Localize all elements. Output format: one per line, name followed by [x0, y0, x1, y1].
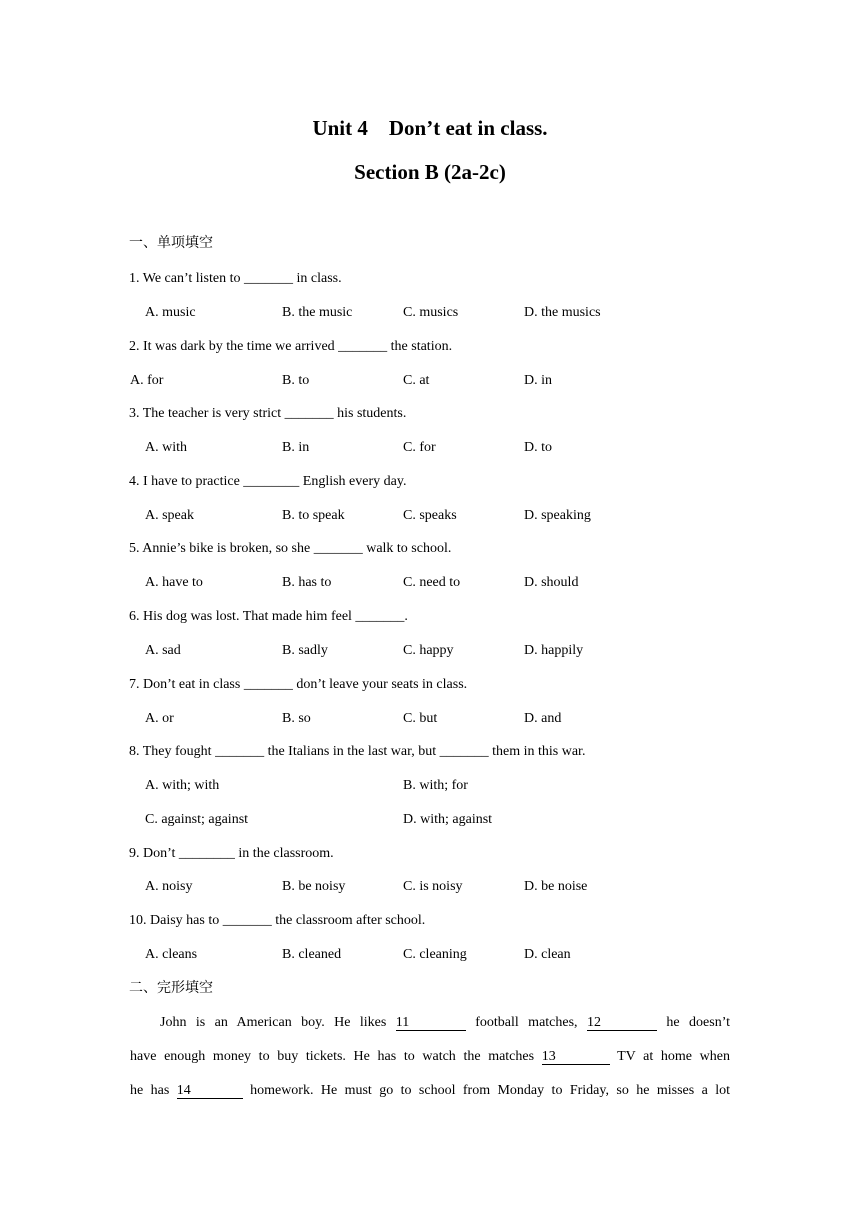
option-c: C. happy — [403, 643, 454, 658]
option-c: C. musics — [403, 305, 459, 320]
part1-heading: 一、单项填空 — [129, 236, 213, 251]
question-stem: 1. We can’t listen to _______ in class. — [129, 271, 342, 286]
option-b: B. cleaned — [282, 947, 342, 962]
option-c: C. is noisy — [403, 879, 463, 894]
option-a: A. with — [145, 440, 187, 455]
passage-text: football matches, — [475, 1015, 587, 1030]
cloze-blank-12[interactable]: 12 — [587, 1015, 657, 1031]
unit-title: Unit 4 Don’t eat in class. — [312, 116, 548, 140]
option-a: A. music — [145, 305, 196, 320]
question-stem: 4. I have to practice ________ English every day. — [129, 474, 407, 489]
question-stem: 9. Don’t ________ in the classroom. — [129, 846, 334, 861]
option-b: B. to — [282, 373, 310, 388]
passage-line — [130, 1014, 730, 1032]
cloze-blank-11[interactable]: 11 — [396, 1015, 466, 1031]
option-b: B. sadly — [282, 643, 328, 658]
passage-text: homework. He must go to school from Monday to Friday, so he misses a lot — [250, 1083, 730, 1098]
option-d: D. with; against — [403, 812, 493, 827]
option-d: D. speaking — [524, 508, 591, 523]
option-a: A. cleans — [145, 947, 198, 962]
part2-heading: 二、完形填空 — [129, 981, 213, 996]
option-a: A. sad — [145, 643, 181, 658]
option-b: B. with; for — [403, 778, 468, 793]
option-d: D. in — [524, 373, 552, 388]
option-d: D. and — [524, 711, 562, 726]
option-d: D. to — [524, 440, 552, 455]
passage-text: he doesn’t — [666, 1015, 731, 1030]
option-d: D. happily — [524, 643, 584, 658]
option-d: D. the musics — [524, 305, 601, 320]
passage-text: TV at home when — [617, 1049, 730, 1064]
cloze-blank-14[interactable]: 14 — [177, 1083, 243, 1099]
option-b: B. be noisy — [282, 879, 346, 894]
passage-line — [130, 1082, 730, 1100]
cloze-blank-13[interactable]: 13 — [542, 1049, 610, 1065]
option-a: A. or — [145, 711, 174, 726]
passage-text: John is an American boy. He likes — [160, 1015, 396, 1030]
question-stem: 2. It was dark by the time we arrived _______ the station. — [129, 339, 453, 354]
option-b: B. the music — [282, 305, 353, 320]
option-b: B. in — [282, 440, 310, 455]
question-stem: 10. Daisy has to _______ the classroom after school. — [129, 913, 426, 928]
question-stem: 5. Annie’s bike is broken, so she _______ walk to school. — [129, 541, 452, 556]
option-c: C. against; against — [145, 812, 249, 827]
option-d: D. be noise — [524, 879, 588, 894]
question-stem: 3. The teacher is very strict _______ his students. — [129, 406, 407, 421]
option-c: C. for — [403, 440, 436, 455]
option-d: D. clean — [524, 947, 571, 962]
question-stem: 8. They fought _______ the Italians in the last war, but _______ them in this war. — [129, 744, 586, 759]
question-stem: 7. Don’t eat in class _______ don’t leave your seats in class. — [129, 677, 468, 692]
option-c: C. at — [403, 373, 430, 388]
option-c: C. but — [403, 711, 438, 726]
option-a: A. with; with — [145, 778, 220, 793]
option-a: A. have to — [145, 575, 203, 590]
option-c: C. cleaning — [403, 947, 467, 962]
option-a: A. speak — [145, 508, 194, 523]
option-b: B. so — [282, 711, 311, 726]
option-b: B. to speak — [282, 508, 345, 523]
passage-line — [130, 1048, 730, 1066]
option-c: C. speaks — [403, 508, 457, 523]
option-a: A. for — [130, 373, 164, 388]
option-d: D. should — [524, 575, 579, 590]
section-title: Section B (2a-2c) — [354, 160, 506, 184]
question-stem: 6. His dog was lost. That made him feel _______. — [129, 609, 408, 624]
passage-text: he has — [130, 1083, 177, 1098]
option-b: B. has to — [282, 575, 332, 590]
passage-text: have enough money to buy tickets. He has to watch the matches — [130, 1049, 542, 1064]
option-c: C. need to — [403, 575, 461, 590]
option-a: A. noisy — [145, 879, 193, 894]
